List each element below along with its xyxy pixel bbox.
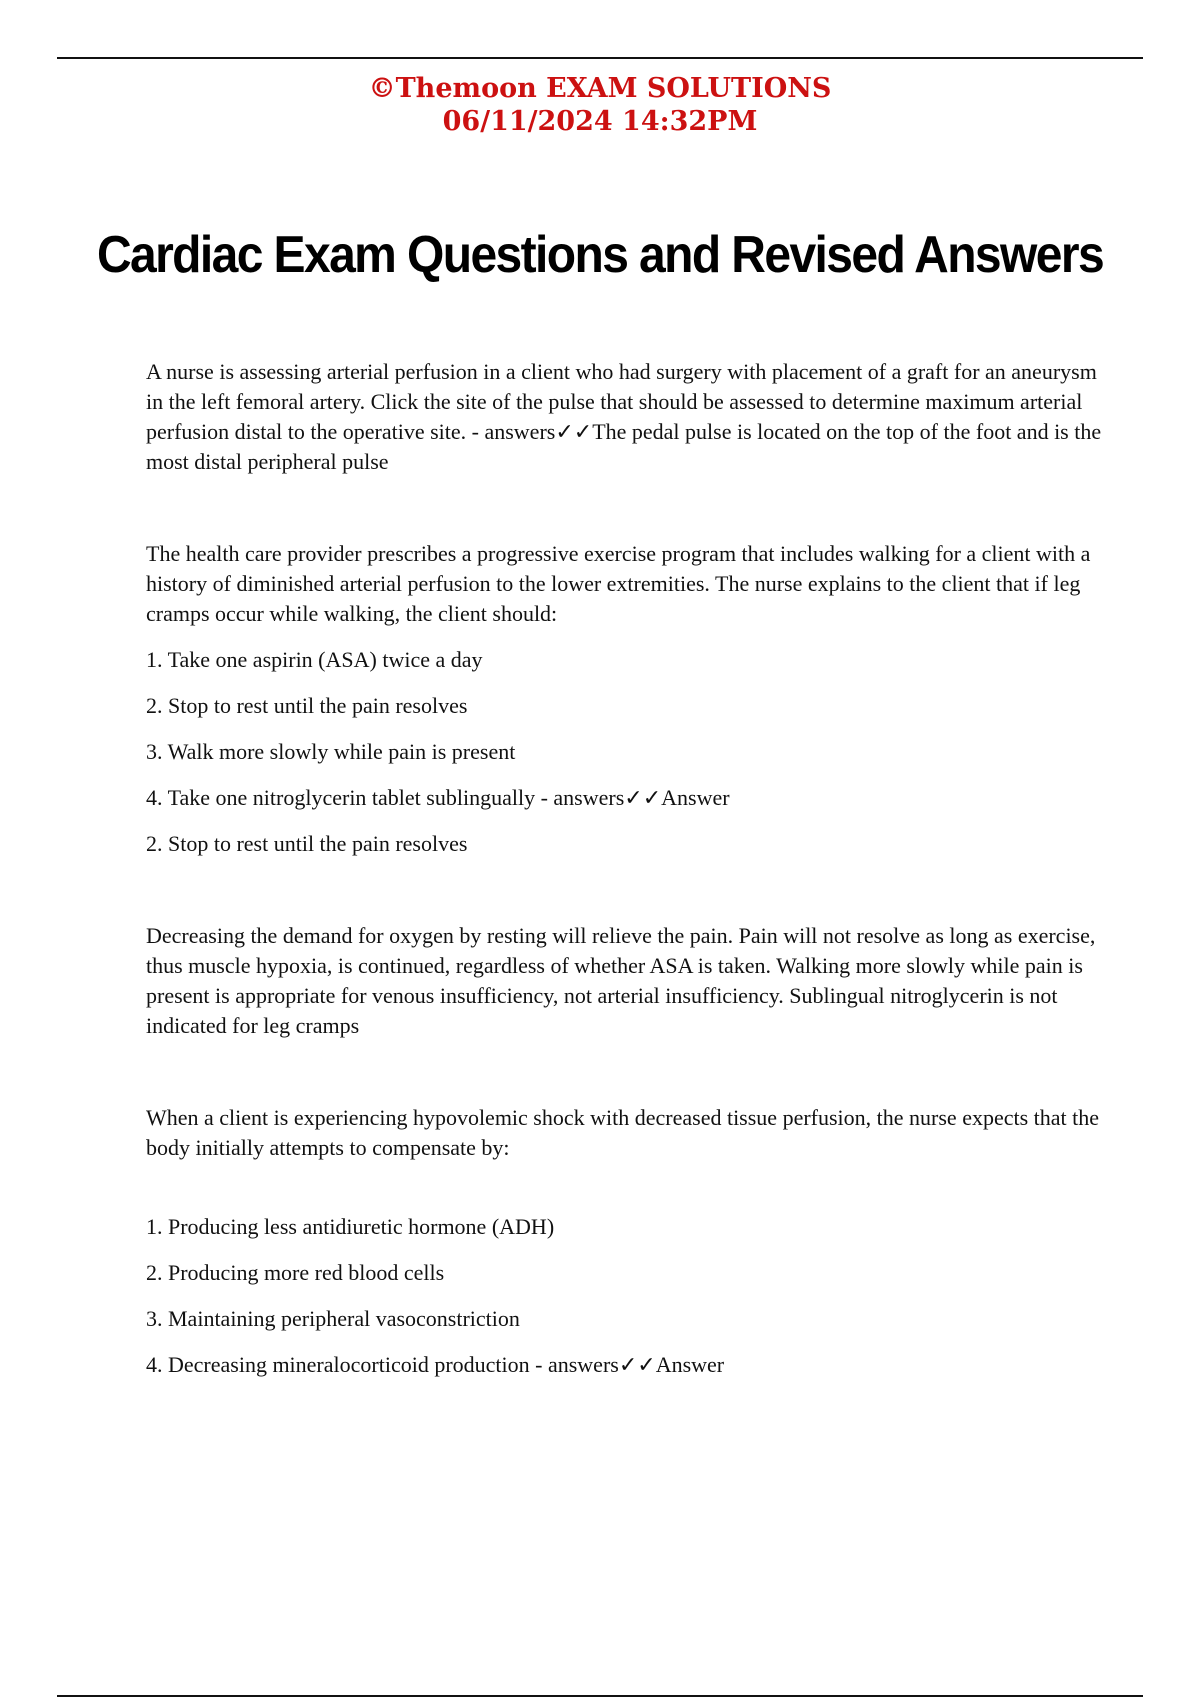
list-item: 2. Stop to rest until the pain resolves [146, 693, 468, 718]
question-2-rationale: Decreasing the demand for oxygen by resting will relieve the pain. Pain will not resolve as long as exercise, thus muscle hypoxia, is continued, regardless of whether ASA is taken. Walking more slowly while pain is present is appropriate for venous insufficiency, not arterial insufficiency. Sublingual nitroglycerin is not indicated for leg cramps [146, 923, 1096, 1038]
list-item: 4. Take one nitroglycerin tablet sublingually - answers✓✓Answer [146, 785, 730, 810]
timestamp-line: 06/11/2024 14:32PM [442, 106, 758, 137]
document-body [146, 357, 1106, 1380]
list-item: 1. Producing less antidiuretic hormone (ADH) [146, 1214, 555, 1239]
bottom-divider [57, 1695, 1143, 1697]
question-2-text: The health care provider prescribes a progressive exercise program that includes walking for a client with a history of diminished arterial perfusion to the lower extremities. The nurse explains to the client that if leg cramps occur while walking, the client should: [146, 541, 1091, 626]
list-item: 2. Producing more red blood cells [146, 1260, 445, 1285]
list-item: 4. Decreasing mineralocorticoid production - answers✓✓Answer [146, 1352, 725, 1377]
question-3-text: When a client is experiencing hypovolemic shock with decreased tissue perfusion, the nurse expects that the body initially attempts to compensate by: [146, 1105, 1100, 1160]
question-3-options [146, 1212, 1106, 1380]
list-item: 1. Take one aspirin (ASA) twice a day [146, 647, 483, 672]
list-item: 2. Stop to rest until the pain resolves [146, 831, 468, 856]
list-item: 3. Maintaining peripheral vasoconstriction [146, 1306, 520, 1331]
page-title: Cardiac Exam Questions and Revised Answers [96, 226, 1104, 285]
copyright-line: ©Themoon EXAM SOLUTIONS [368, 73, 832, 104]
top-divider [57, 57, 1143, 59]
question-1-text: A nurse is assessing arterial perfusion in a client who had surgery with placement of a graft for an aneurysm in the left femoral artery. Click the site of the pulse that should be assessed to determine maximum arterial perfusion distal to the operative site. - answers✓✓The pedal pulse is located on the top of the foot and is the most distal peripheral pulse [146, 359, 1102, 474]
list-item: 3. Walk more slowly while pain is present [146, 739, 516, 764]
question-2-options [146, 645, 1106, 859]
watermark-header [0, 72, 1200, 138]
